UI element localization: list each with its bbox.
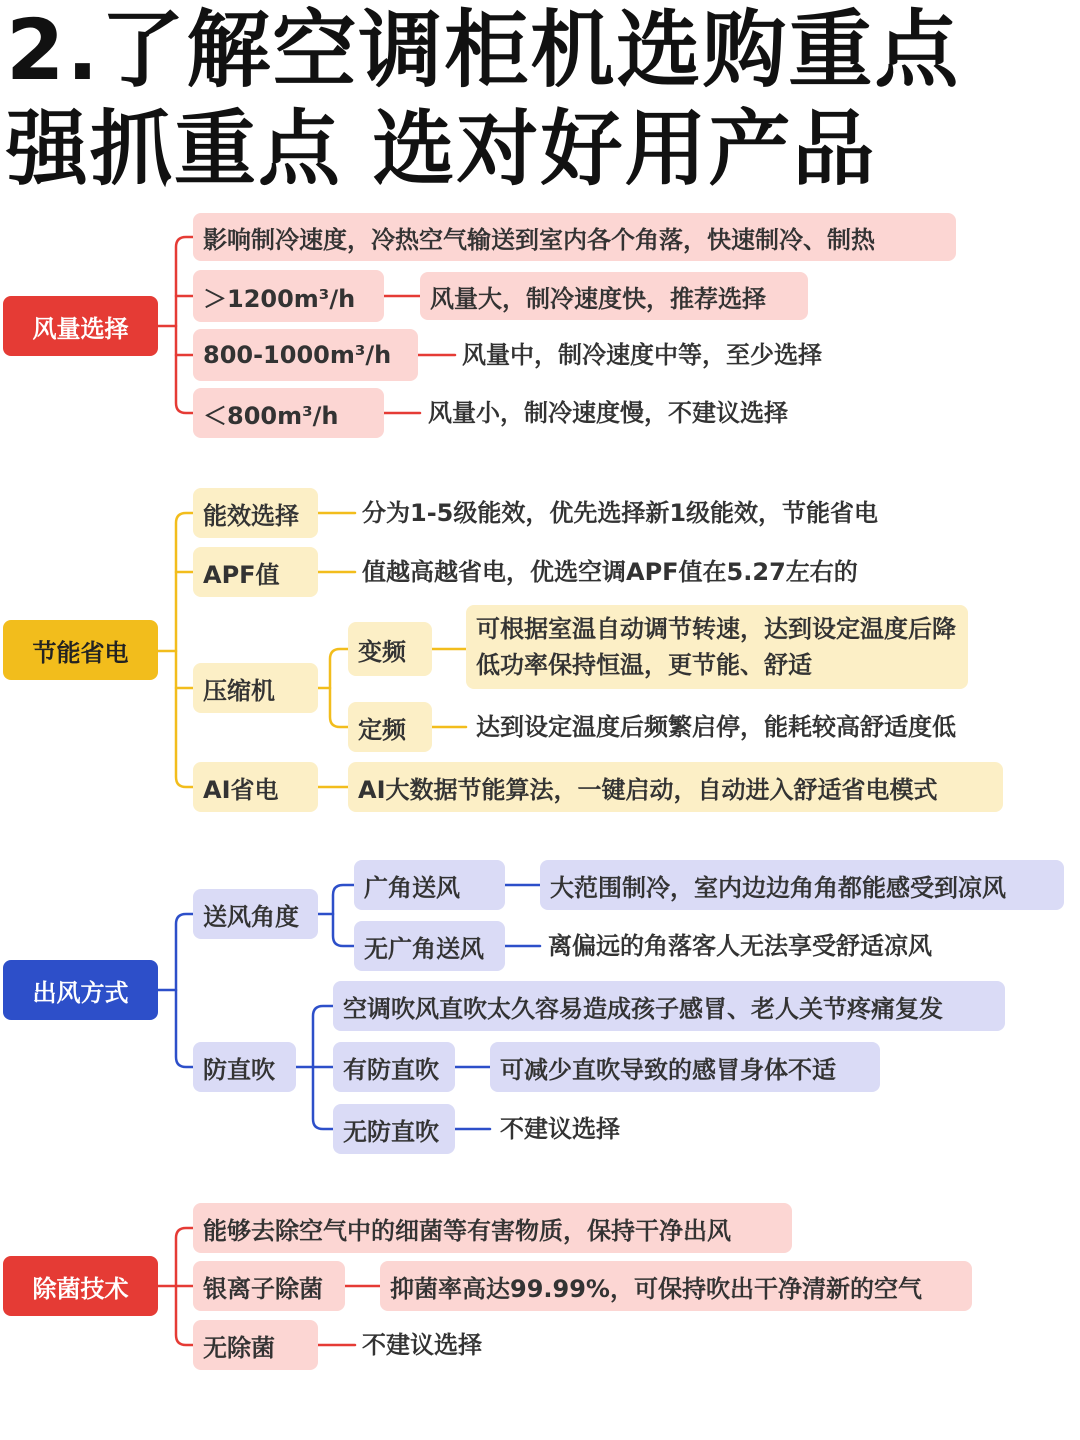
energy-efficiency-desc: 分为1-5级能效，优先选择新1级能效，节能省电 (362, 499, 879, 527)
airflow-mid-desc: 风量中，制冷速度中等，至少选择 (462, 341, 822, 369)
airflow-summary: 影响制冷速度，冷热空气输送到室内各个角落，快速制冷、制热 (193, 213, 956, 261)
root-airflow: 风量选择 (3, 296, 158, 356)
inverter-label: 变频 (348, 622, 432, 676)
energy-efficiency-label: 能效选择 (193, 488, 318, 538)
apf-label: APF值 (193, 547, 318, 597)
airflow-high-desc: 风量大，制冷速度快，推荐选择 (420, 272, 808, 320)
no-sterilize-label: 无除菌 (193, 1320, 318, 1370)
has-anti-direct-desc: 可减少直吹导致的感冒身体不适 (490, 1042, 880, 1092)
apf-desc: 值越高越省电，优选空调APF值在5.27左右的 (362, 558, 858, 586)
compressor-label: 压缩机 (193, 663, 318, 713)
sterilize-summary: 能够去除空气中的细菌等有害物质，保持干净出风 (193, 1203, 792, 1253)
connectors-airflow (158, 237, 455, 413)
silver-ion-label: 银离子除菌 (193, 1261, 345, 1311)
airflow-low-label: ＜800m³/h (193, 388, 384, 438)
no-wide-angle-desc: 离偏远的角落客人无法享受舒适凉风 (548, 932, 932, 960)
no-sterilize-desc: 不建议选择 (362, 1331, 482, 1359)
title-line-1: 2.了解空调柜机选购重点 (6, 1, 961, 99)
ai-saving-label: AI省电 (193, 762, 318, 812)
root-energy: 节能省电 (3, 620, 158, 680)
inverter-desc: 可根据室温自动调节转速，达到设定温度后降低功率保持恒温，更节能、舒适 (466, 605, 968, 689)
no-anti-direct-label: 无防直吹 (333, 1104, 455, 1154)
wide-angle-label: 广角送风 (354, 860, 505, 910)
airflow-mid-label: 800-1000m³/h (193, 329, 418, 381)
airflow-high-label: ＞1200m³/h (193, 270, 384, 322)
root-sterilize: 除菌技术 (3, 1256, 158, 1316)
has-anti-direct-label: 有防直吹 (333, 1042, 455, 1092)
fixed-freq-desc: 达到设定温度后频繁启停，能耗较高舒适度低 (476, 713, 956, 741)
no-anti-direct-desc: 不建议选择 (500, 1115, 620, 1143)
wide-angle-desc: 大范围制冷，室内边边角角都能感受到凉风 (540, 860, 1064, 910)
ai-saving-desc: AI大数据节能算法，一键启动，自动进入舒适省电模式 (348, 762, 1003, 812)
airflow-low-desc: 风量小，制冷速度慢，不建议选择 (428, 399, 788, 427)
root-airout: 出风方式 (3, 960, 158, 1020)
fixed-freq-label: 定频 (348, 702, 432, 752)
title-line-2: 强抓重点 选对好用产品 (6, 102, 877, 197)
silver-ion-desc: 抑菌率高达99.99%，可保持吹出干净清新的空气 (380, 1261, 972, 1311)
angle-label: 送风角度 (193, 889, 318, 939)
anti-direct-note: 空调吹风直吹太久容易造成孩子感冒、老人关节疼痛复发 (333, 981, 1005, 1031)
anti-direct-label: 防直吹 (193, 1042, 296, 1092)
no-wide-angle-label: 无广角送风 (354, 921, 505, 971)
